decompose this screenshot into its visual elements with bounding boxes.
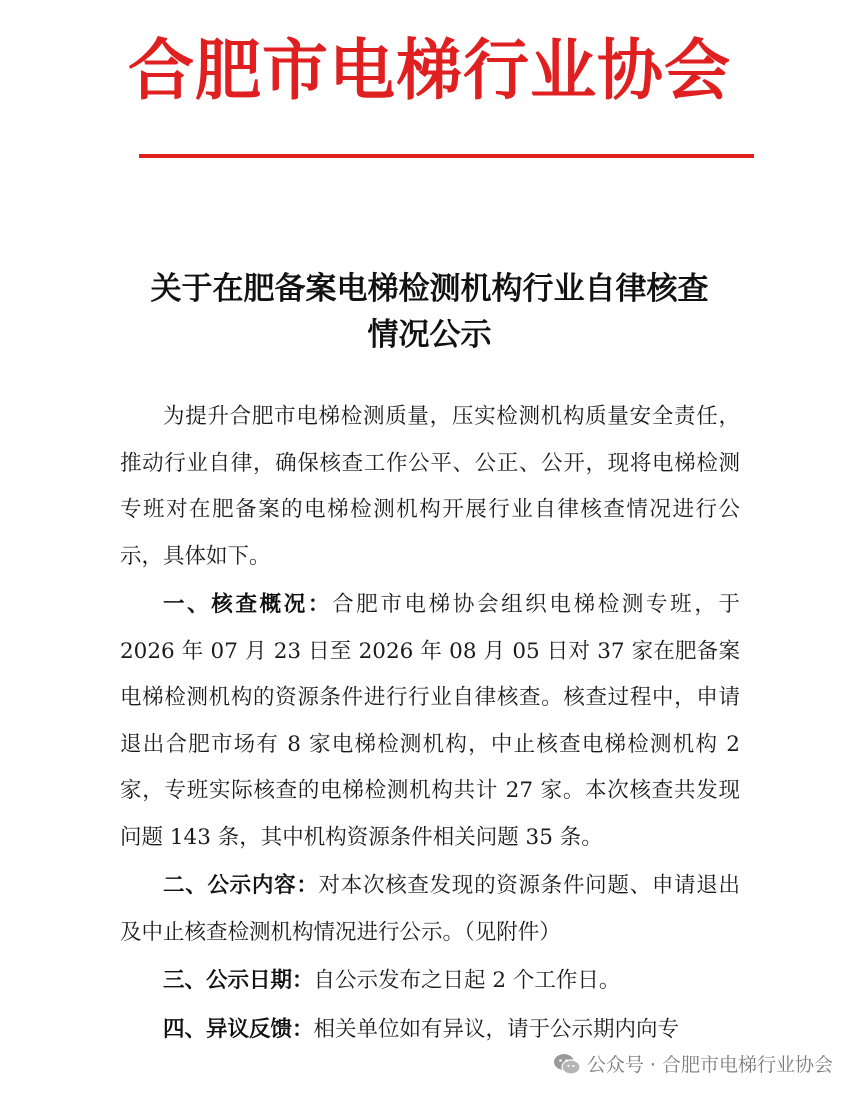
watermark-text: 公众号 · 合肥市电梯行业协会 (586, 1054, 833, 1076)
section-1-heading: 一、核查概况： (163, 592, 333, 617)
paragraph-intro (120, 394, 740, 580)
section-4-heading: 四、异议反馈： (163, 1016, 314, 1042)
masthead-organization: 合肥市电梯行业协会 (128, 32, 731, 109)
section-2-heading: 二、公示内容： (163, 873, 319, 898)
section-3-heading: 三、公示日期： (163, 968, 314, 993)
section-3-text: 自公示发布之日起 2 个工作日。 (313, 968, 621, 993)
paragraph-section-4 (120, 1007, 740, 1054)
paragraph-intro-text: 为提升合肥市电梯检测质量，压实检测机构质量安全责任，推动行业自律，确保核查工作公平、公正、公开，现将电梯检测专班对在肥备案的电梯检测机构开展行业自律核查情况进行公示，具体如下。 (120, 404, 740, 569)
document-title-line-2: 情况公示 (367, 317, 492, 353)
paragraph-section-3 (120, 958, 740, 1005)
wechat-icon (553, 1052, 581, 1076)
section-2-text: 对本次核查发现的资源条件问题、申请退出及中止核查检测机构情况进行公示。（见附件） (120, 873, 740, 945)
paragraph-section-2 (120, 863, 740, 956)
section-4-text: 相关单位如有异议，请于公示期内向专 (313, 1016, 680, 1042)
wechat-watermark (553, 1050, 833, 1077)
red-divider (139, 154, 754, 158)
document-title-line-1: 关于在肥备案电梯检测机构行业自律核查 (150, 271, 709, 307)
document-body (120, 394, 740, 1055)
paragraph-section-1 (120, 582, 740, 861)
section-1-text: 合肥市电梯协会组织电梯检测专班，于 2026 年 07 月 23 日至 2026 年 08 月 05 日对 37 家在肥备案电梯检测机构的资源条件进行行业自律核查。核查过程中，申请退出合肥市场有 8 家电梯检测机构，中止核查电梯检测机构 2 家，专班实际核查的电梯检测机构共计 27 家。本次核查共发现问题 143 条，其中机构资源条件相关问题 35 条。 (120, 592, 740, 850)
